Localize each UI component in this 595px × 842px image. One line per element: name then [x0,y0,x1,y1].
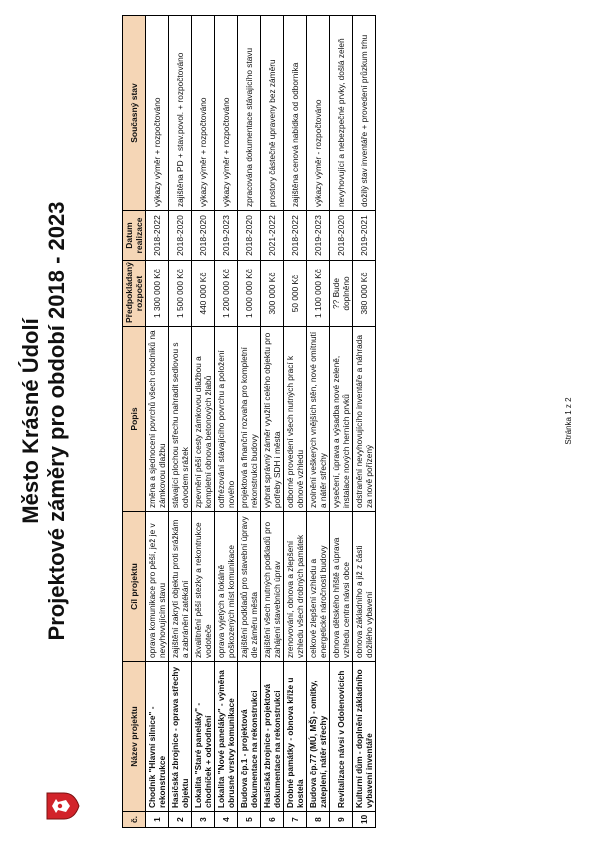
col-header-number: č. [123,812,146,828]
cell-status: výkazy výměr + rozpočtováno [192,16,215,211]
cell-date: 2018-2022 [146,211,169,261]
page-number: Stránka 1 z 2 [564,397,573,445]
col-header-budget: Předpokládaný rozpočet [123,261,146,327]
cell-number: 6 [261,812,284,828]
cell-description: zpevnění pěší cesty zámkovou dlažbou a kompletní obnova betonových žlabů [192,327,215,512]
cell-goal: oprava komunikace pro pěší, jež je v nevyhovujícím stavu [146,512,169,662]
projects-table [122,15,376,828]
cell-date: 2021-2022 [261,211,284,261]
cell-budget: 440 000 Kč [192,261,215,327]
cell-date: 2018-2020 [238,211,261,261]
col-header-date: Datum realizace [123,211,146,261]
cell-budget: 1 300 000 Kč [146,261,169,327]
cell-project-name: Budova čp.77 (MÚ, MŠ) - omítky, zateplení, nátěr střechy [307,662,330,812]
table-row [192,16,215,828]
table-row [330,16,353,828]
cell-goal: zajištění zakrytí objektu proti srážkám a zabránění zatékání [169,512,192,662]
cell-number: 5 [238,812,261,828]
cell-budget: 380 000 Kč [353,261,376,327]
cell-goal: zajištění všech nutných podkladů pro zahájení stavebních úprav [261,512,284,662]
cell-project-name: Hasičská zbrojnice - oprava střechy objektu [169,662,192,812]
cell-status: výkazy výměr + rozpočtováno [215,16,238,211]
col-header-status: Současný stav [123,16,146,211]
table-row [146,16,169,828]
cell-status: dožilý stav inventáře + provedení průzkum trhu [353,16,376,211]
page-subtitle: Projektové záměry pro období 2018 - 2023 [44,201,69,641]
cell-status: zajištěna PD + stav.povol. + rozpočtováno [169,16,192,211]
col-header-goal: Cíl projektu [123,512,146,662]
cell-date: 2019-2023 [307,211,330,261]
table-header-row [123,16,146,828]
table-row [261,16,284,828]
table-row [307,16,330,828]
cell-description: stávající plochou střechu nahradit sedlovou s odvodem srážek [169,327,192,512]
cell-number: 10 [353,812,376,828]
page-title: Město Krásné Údolí [18,318,43,524]
cell-goal: obnova dětského hřiště a úprava vzhledu centra návsi obce [330,512,353,662]
cell-goal: obnova základního a již z části dožilého vybavení [353,512,376,662]
cell-project-name: Budova čp.1 - projektová dokumentace na rekonstrukci [238,662,261,812]
cell-goal: oprava vyjetých a lokálně poškozených míst komunikace [215,512,238,662]
cell-status: nevyhovující a nebezpečné prvky, došlá zeleň [330,16,353,211]
cell-date: 2019-2021 [353,211,376,261]
table-body [146,16,376,828]
cell-project-name: Revitalizace návsi v Odolenovicích [330,662,353,812]
cell-goal: zajištění podkladů pro stavební úpravy dle záměru města [238,512,261,662]
col-header-description: Popis [123,327,146,512]
cell-number: 4 [215,812,238,828]
title-block [18,0,70,842]
cell-status: prostory částečně upraveny bez záměru [261,16,284,211]
cell-number: 2 [169,812,192,828]
cell-project-name: Chodník "Hlavní silnice" - rekonstrukce [146,662,169,812]
cell-project-name: Drobné památky - obnova kříže u kostela [284,662,307,812]
table-row [215,16,238,828]
cell-project-name: Kulturní dům - doplnění základního vybavení inventáře [353,662,376,812]
cell-description: odborné provedení všech nutných prací k obnově vzhledu [284,327,307,512]
cell-description: změna a sjednocení povrchů všech chodníků na zámkovou dlažbu [146,327,169,512]
table-row [238,16,261,828]
cell-budget: 1 500 000 Kč [169,261,192,327]
col-header-name: Název projektu [123,662,146,812]
cell-date: 2018-2020 [330,211,353,261]
cell-budget: 1 100 000 Kč [307,261,330,327]
cell-date: 2018-2020 [169,211,192,261]
cell-status: výkazy výměr - rozpočtováno [307,16,330,211]
table-row [284,16,307,828]
cell-budget: 1 000 000 Kč [238,261,261,327]
cell-status: zpracována dokumentace stávajícího stavu [238,16,261,211]
cell-project-name: Lokalita "Nové paneláky" - výměna obrusné vrstvy komunikace [215,662,238,812]
cell-budget: 50 000 Kč [284,261,307,327]
cell-date: 2018-2020 [192,211,215,261]
cell-goal: zrenovování, obnova a zlepšení vzhledu všech drobných památek [284,512,307,662]
table-row [353,16,376,828]
cell-status: výkazy výměr + rozpočtováno [146,16,169,211]
cell-budget: ?? Bude doplněno [330,261,353,327]
cell-budget: 300 000 Kč [261,261,284,327]
cell-description: vybrat správný záměr využití celého objektu pro potřeby SDH i města [261,327,284,512]
cell-number: 7 [284,812,307,828]
cell-number: 1 [146,812,169,828]
cell-date: 2018-2022 [284,211,307,261]
cell-description: odstranění nevyhovujícího inventáře a náhrada za nově pořízený [353,327,376,512]
cell-number: 3 [192,812,215,828]
table-row [169,16,192,828]
cell-number: 8 [307,812,330,828]
cell-goal: zkvalitnění pěší stezky a rekontrukce vodoteče [192,512,215,662]
cell-budget: 1 200 000 Kč [215,261,238,327]
cell-status: zajištěna cenová nabídka od odborníka [284,16,307,211]
cell-goal: celkové zlepšení vzhledu a energetické náročnosti budovy [307,512,330,662]
cell-description: vysečení, úprava a výsadba nové zeleně, instalace nových herních prvků [330,327,353,512]
cell-project-name: Hasičská zbrojnice - projektová dokumentace na rekonstrukci [261,662,284,812]
cell-description: zvolnění veškerých vnějších stěn, nové omítnutí a nátěr střechy [307,327,330,512]
cell-project-name: Lokalita "Staré paneláky" - chodníček + odvodnění [192,662,215,812]
cell-date: 2019-2023 [215,211,238,261]
cell-description: projektová a finanční rozvaha pro kompletní rekonstrukci budovy [238,327,261,512]
cell-description: odfrézování stávajícího povrchu a položení nového [215,327,238,512]
cell-number: 9 [330,812,353,828]
